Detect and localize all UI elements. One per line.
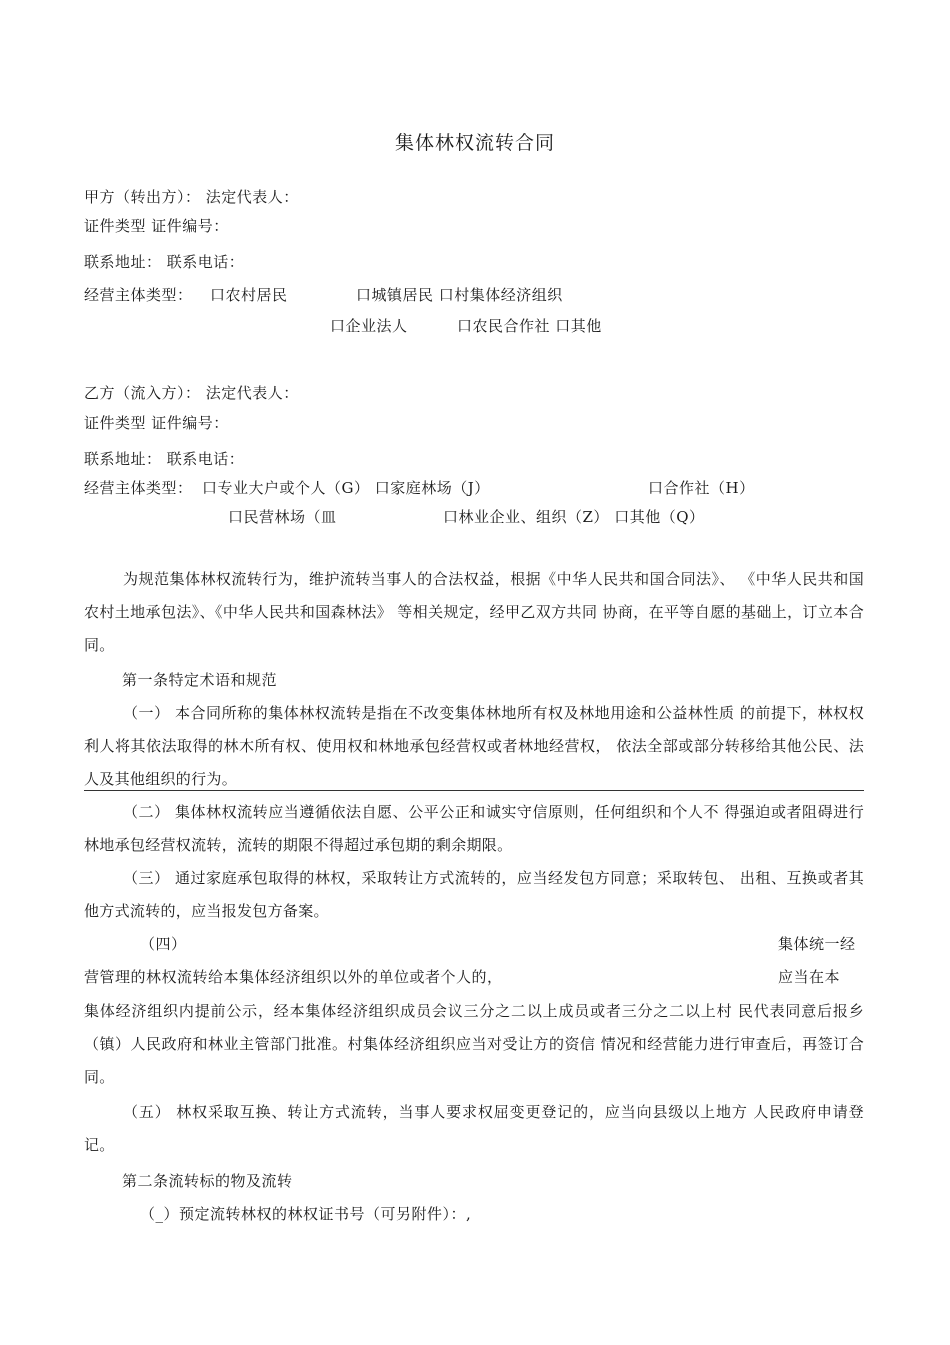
party-a-option-coop-other: 口农民合作社 口其他 [457, 317, 602, 335]
party-a-line1: 甲方（转出方）： 法定代表人： [84, 188, 299, 206]
article-1-item-5: （五） 林权采取互换、转让方式流转，当事人要求权屈变更登记的，应当向县级以上地方 人民政府申请登记。 [84, 1103, 864, 1154]
article-2-item-1: （_）预定流转林权的林权证书号（可另附件）：, [140, 1205, 472, 1223]
party-a-line2: 证件类型 证件编号： [84, 217, 229, 235]
article-1-item-3: （三） 通过家庭承包取得的林权，采取转让方式流转的，应当经发包方同意；采取转包、 出租、互换或者其他方式流转的，应当报发包方备案。 [84, 869, 864, 920]
party-b-type-label: 经营主体类型： [84, 479, 193, 497]
intro-paragraph: 为规范集体林权流转行为，维护流转当事人的合法权益，根据《中华人民共和国合同法》、 《中华人民共和国农村土地承包法》、《中华人民共和国森林法》 等相关规定，经甲乙双方共同 协商，在平等自愿的基础上，订立本合同。 [84, 570, 864, 654]
article-1-item-1: （一） 本合同所称的集体林权流转是指在不改变集体林地所有权及林地用途和公益林性质 的前提下，林权权利人将其依法取得的林木所有权、使用权和林地承包经营权或者林地经营权， 依法全部或部分转移给其他公民、法人及其他组织的行为。 [84, 704, 864, 788]
article-1-item-4-continuation: 集体经济组织内提前公示，经本集体经济组织成员会议三分之二以上成员或者三分之二以上村 民代表同意后报乡（镇）人民政府和林业主管部门批准。村集体经济组织应当对受让方的资信 情况和经营能力进行审查后，再签订合同。 [84, 1002, 864, 1086]
article-1-item-2: （二） 集体林权流转应当遵循依法自愿、公平公正和诚实守信原则，任何组织和个人不 得强迫或者阻碍进行林地承包经营权流转，流转的期限不得超过承包期的剩余期限。 [84, 803, 864, 854]
article-1-item-4-label: （四） [140, 935, 187, 953]
article-1-item-4-right-fragment-1: 集体统一经 [778, 935, 856, 953]
document-title: 集体林权流转合同 [394, 132, 555, 154]
article-1-item-4-right-fragment-2: 应当在本 [778, 968, 841, 986]
article-1-item-4-line-2: 营管理的林权流转给本集体经济组织以外的单位或者个人的， [84, 968, 503, 986]
party-b-option-individual-family: 口专业大户或个人（G） 口家庭林场（J） [202, 479, 490, 497]
divider-line [84, 790, 864, 791]
party-a-line3: 联系地址： 联系电话： [84, 253, 245, 271]
party-b-option-enterprise-other: 口林业企业、组织（Z） 口其他（Q） [443, 508, 705, 526]
party-b-line1: 乙方（流入方）： 法定代表人： [84, 384, 299, 402]
party-b-option-private-farm: 口民营林场（皿 [228, 508, 337, 526]
party-a-type-label: 经营主体类型： [84, 286, 193, 304]
party-b-option-coop: 口合作社（H） [648, 479, 755, 497]
article-1-title: 第一条特定术语和规范 [122, 671, 278, 689]
party-b-line2: 证件类型 证件编号： [84, 414, 229, 432]
party-a-option-urban-collective: 口城镇居民 口村集体经济组织 [356, 286, 563, 304]
party-b-line3: 联系地址： 联系电话： [84, 450, 245, 468]
article-2-title: 第二条流转标的物及流转 [122, 1172, 293, 1190]
party-a-option-enterprise: 口企业法人 [330, 317, 408, 335]
party-a-option-rural: 口农村居民 [210, 286, 288, 304]
